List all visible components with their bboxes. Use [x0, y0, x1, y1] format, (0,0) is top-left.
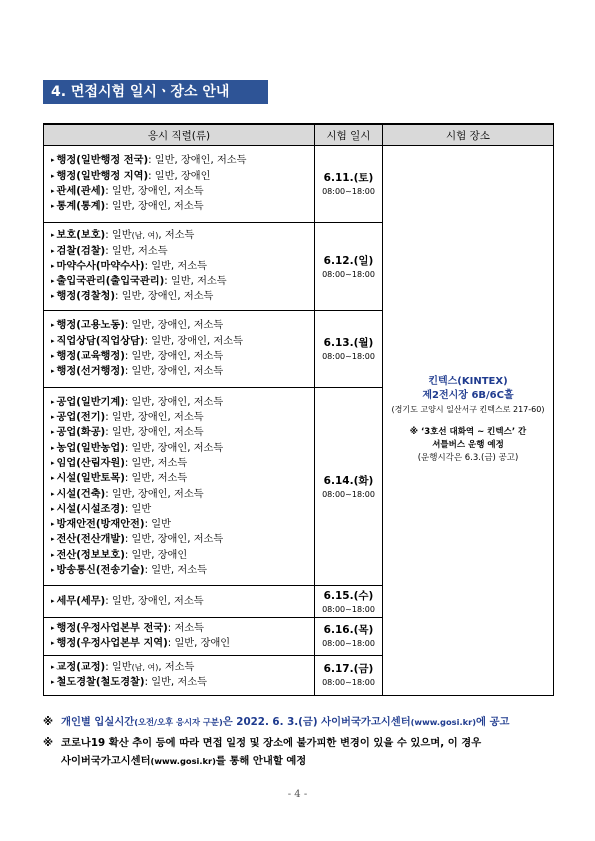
job-categories: : 일반, 장애인, 저소득 [124, 320, 224, 332]
bullet-arrow-icon: ▸ [51, 474, 55, 483]
job-line [51, 244, 312, 259]
job-line [51, 289, 312, 304]
exam-date: 6.13.(월) [323, 337, 374, 349]
job-categories: : 저소득 [167, 623, 204, 634]
exam-date-cell [315, 655, 383, 695]
exam-date-cell [315, 586, 383, 618]
job-gender-note: (남, 여) [131, 231, 159, 241]
job-line [51, 502, 312, 517]
page-number: - 4 - [287, 789, 308, 800]
bullet-arrow-icon: ▸ [51, 352, 55, 360]
bullet-arrow-icon: ▸ [51, 678, 55, 687]
job-name: 행정(경찰청) [56, 291, 116, 303]
note-covid-line2 [61, 752, 306, 767]
note-mark: ※ [43, 737, 54, 749]
job-name: 공업(일반기계) [56, 396, 125, 408]
note-entry-time-part1: 개인별 입실시간 [61, 716, 135, 728]
job-categories: : 일반, 장애인, 저소득 [124, 366, 224, 378]
bullet-arrow-icon: ▸ [51, 277, 55, 286]
note-entry-time-url: (www.gosi.kr) [410, 717, 477, 727]
exam-time: 08:00~18:00 [322, 269, 375, 279]
job-categories: : 일반, 장애인, 저소득 [124, 396, 224, 408]
exam-date: 6.17.(금) [323, 663, 374, 676]
job-line [51, 594, 312, 609]
bullet-arrow-icon: ▸ [51, 458, 55, 467]
job-list-cell [44, 586, 315, 618]
table-header-row [44, 124, 554, 146]
job-name: 시설(일반토목) [56, 473, 125, 485]
job-categories: : 일반, 장애인, 저소득 [105, 201, 204, 213]
exam-date: 6.15.(수) [323, 589, 374, 602]
job-categories: : 일반 [144, 519, 171, 531]
job-line [51, 184, 312, 199]
exam-time: 08:00~18:00 [322, 352, 375, 361]
bullet-arrow-icon: ▸ [51, 231, 55, 240]
job-name: 행정(일반행정 전국) [56, 155, 149, 167]
job-list-cell [44, 223, 315, 311]
bullet-arrow-icon: ▸ [51, 428, 55, 437]
job-name: 방재안전(방재안전) [56, 519, 145, 531]
job-categories-extra: , 저소득 [158, 230, 195, 242]
note-covid-url: (www.gosi.kr) [150, 756, 216, 766]
job-categories: : 일반, 장애인, 저소득 [105, 427, 204, 439]
note-entry-time-part5: 에 공고 [476, 716, 510, 728]
bullet-arrow-icon: ▸ [51, 443, 55, 452]
exam-date-cell [315, 618, 383, 656]
job-name: 출입국관리(출입국관리) [56, 276, 165, 288]
job-categories: : 일반, 저소득 [144, 260, 207, 272]
bullet-arrow-icon: ▸ [51, 321, 55, 330]
header-exam-venue: 시험 장소 [383, 124, 554, 146]
job-categories: : 일반, 저소득 [144, 564, 207, 576]
exam-time: 08:00~18:00 [322, 187, 375, 196]
job-name: 행정(우정사업본부 전국) [56, 623, 168, 634]
exam-time: 08:00~18:00 [322, 678, 375, 688]
job-name: 행정(일반행정 지역) [56, 170, 149, 182]
job-list-cell [44, 618, 315, 656]
job-line [51, 517, 312, 532]
job-line [51, 334, 312, 349]
job-categories: : 일반, 장애인 [148, 170, 211, 182]
bullet-arrow-icon: ▸ [51, 397, 55, 406]
bullet-arrow-icon: ▸ [51, 596, 55, 605]
job-categories: : 일반, 저소득 [124, 457, 188, 469]
job-categories: : 일반, 장애인, 저소득 [124, 351, 224, 362]
job-line [51, 259, 312, 274]
bullet-arrow-icon: ▸ [51, 413, 55, 422]
exam-time: 08:00~18:00 [322, 639, 375, 649]
job-categories: : 일반, 저소득 [105, 245, 168, 257]
job-line [51, 228, 312, 243]
job-line [51, 169, 312, 184]
shuttle-note-line3: (운행시각은 6.3.(금) 공고) [417, 453, 519, 464]
exam-venue-cell [383, 146, 554, 696]
job-name: 시설(시설조경) [56, 503, 125, 515]
job-categories: : 일반, 장애인 [124, 549, 188, 561]
note-covid-change [43, 734, 481, 749]
job-categories: : 일반, 장애인, 저소득 [105, 412, 204, 424]
exam-time: 08:00~18:00 [322, 604, 375, 614]
bullet-arrow-icon: ▸ [51, 535, 55, 544]
venue-name: 킨텍스(KINTEX) [428, 376, 508, 388]
job-categories: : 일반, 장애인, 저소득 [105, 186, 204, 197]
note-entry-time-part2: (오전/오후 응시자 구분) [134, 717, 223, 727]
job-name: 직업상담(직업상담) [56, 335, 145, 347]
header-job-series: 응시 직렬(류) [44, 124, 315, 146]
exam-date-cell [315, 223, 383, 311]
job-categories-extra: , 저소득 [158, 661, 195, 673]
exam-date-cell [315, 146, 383, 223]
job-name: 농업(일반농업) [56, 442, 125, 454]
job-categories: : 일반, 장애인 [167, 638, 231, 650]
job-line [51, 153, 312, 168]
shuttle-note-line2: 셔틀버스 운행 예정 [432, 440, 504, 451]
job-categories: : 일반 [105, 230, 132, 242]
job-line [51, 395, 312, 410]
job-name: 보호(보호) [56, 230, 106, 242]
exam-date-cell [315, 311, 383, 388]
job-line [51, 441, 312, 456]
note-entry-time [43, 713, 509, 728]
job-categories: : 일반, 장애인, 저소득 [105, 595, 204, 607]
job-name: 행정(고용노동) [56, 320, 125, 332]
job-categories: : 일반, 저소득 [144, 677, 207, 689]
job-name: 방송통신(전송기술) [56, 564, 145, 576]
job-line [51, 410, 312, 425]
exam-date: 6.12.(일) [323, 254, 374, 267]
job-categories: : 일반, 장애인, 저소득 [144, 335, 243, 347]
job-line [51, 532, 312, 547]
interview-schedule-table [43, 123, 554, 696]
job-name: 시설(건축) [56, 488, 106, 500]
job-name: 관세(관세) [56, 186, 106, 197]
job-categories: : 일반, 장애인, 저소득 [124, 534, 224, 546]
job-name: 세무(세무) [56, 595, 106, 607]
job-name: 행정(우정사업본부 지역) [56, 638, 168, 650]
exam-time: 08:00~18:00 [322, 489, 375, 499]
bullet-arrow-icon: ▸ [51, 261, 55, 270]
job-line [51, 425, 312, 440]
job-categories: : 일반, 장애인, 저소득 [115, 291, 214, 303]
table-row [44, 146, 554, 223]
job-name: 공업(전기) [56, 412, 106, 424]
venue-address: (경기도 고양시 일산서구 킨텍스로 217-60) [391, 405, 545, 415]
bullet-arrow-icon: ▸ [51, 639, 55, 648]
note-covid-line1: 코로나19 확산 추이 등에 따라 면접 일정 및 장소에 불가피한 변경이 있을 수 있으며, 이 경우 [61, 737, 482, 749]
job-categories: : 일반 [105, 661, 132, 673]
bullet-arrow-icon: ▸ [51, 489, 55, 498]
job-line [51, 636, 312, 651]
section-heading: 4. 면접시험 일시ㆍ장소 안내 [43, 80, 268, 104]
job-line [51, 675, 312, 690]
bullet-arrow-icon: ▸ [51, 246, 55, 255]
exam-date-cell [315, 388, 383, 586]
job-line [51, 621, 312, 636]
job-line [51, 456, 312, 471]
job-list-cell [44, 146, 315, 223]
bullet-arrow-icon: ▸ [51, 520, 55, 529]
job-categories: : 일반, 장애인, 저소득 [124, 442, 224, 454]
job-name: 행정(선거행정) [56, 366, 125, 378]
bullet-arrow-icon: ▸ [51, 187, 55, 195]
job-name: 전산(정보보호) [56, 549, 125, 561]
job-list-cell [44, 311, 315, 388]
header-exam-date: 시험 일시 [315, 124, 383, 146]
job-gender-note: (남, 여) [131, 662, 159, 672]
bullet-arrow-icon: ▸ [51, 171, 55, 180]
job-categories: : 일반, 장애인, 저소득 [105, 488, 204, 500]
job-name: 공업(화공) [56, 427, 106, 439]
job-line [51, 349, 312, 364]
job-line [51, 563, 312, 578]
exam-date: 6.14.(화) [323, 474, 374, 487]
job-line [51, 199, 312, 214]
bullet-arrow-icon: ▸ [51, 550, 55, 559]
note-covid-line2c: 를 통해 안내할 예정 [215, 755, 307, 767]
job-categories: : 일반, 저소득 [164, 276, 227, 288]
job-line [51, 274, 312, 289]
shuttle-note-line1: ※ ‘3호선 대화역 ~ 킨텍스’ 간 [409, 427, 527, 438]
exam-date: 6.11.(토) [323, 172, 374, 184]
job-name: 전산(전산개발) [56, 534, 125, 546]
job-name: 통계(통계) [56, 201, 106, 213]
job-line [51, 548, 312, 563]
job-name: 교정(교정) [56, 661, 106, 673]
note-mark: ※ [43, 716, 54, 728]
job-categories: : 일반 [124, 503, 152, 515]
job-name: 행정(교육행정) [56, 351, 125, 362]
bullet-arrow-icon: ▸ [51, 624, 55, 632]
note-entry-time-part3: 은 2022. 6. 3.(금) 사이버국가고시센터 [222, 716, 411, 728]
job-name: 임업(산림자원) [56, 457, 125, 469]
bullet-arrow-icon: ▸ [51, 565, 55, 574]
job-line [51, 318, 312, 333]
bullet-arrow-icon: ▸ [51, 336, 55, 345]
job-list-cell [44, 655, 315, 695]
job-name: 마약수사(마약수사) [56, 260, 145, 272]
job-line [51, 487, 312, 502]
job-line [51, 660, 312, 675]
bullet-arrow-icon: ▸ [51, 367, 55, 376]
bullet-arrow-icon: ▸ [51, 202, 55, 211]
note-covid-line2a: 사이버국가고시센터 [61, 755, 151, 767]
bullet-arrow-icon: ▸ [51, 292, 55, 301]
job-categories: : 일반, 저소득 [124, 473, 188, 485]
exam-date: 6.16.(목) [323, 624, 374, 637]
job-name: 철도경찰(철도경찰) [56, 677, 145, 689]
job-name: 검찰(검찰) [56, 245, 106, 257]
venue-hall: 제2전시장 6B/6C홀 [422, 390, 514, 402]
job-list-cell [44, 388, 315, 586]
job-line [51, 364, 312, 379]
bullet-arrow-icon: ▸ [51, 156, 55, 165]
job-line [51, 471, 312, 486]
job-categories: : 일반, 장애인, 저소득 [148, 155, 247, 167]
bullet-arrow-icon: ▸ [51, 504, 55, 513]
bullet-arrow-icon: ▸ [51, 662, 55, 671]
